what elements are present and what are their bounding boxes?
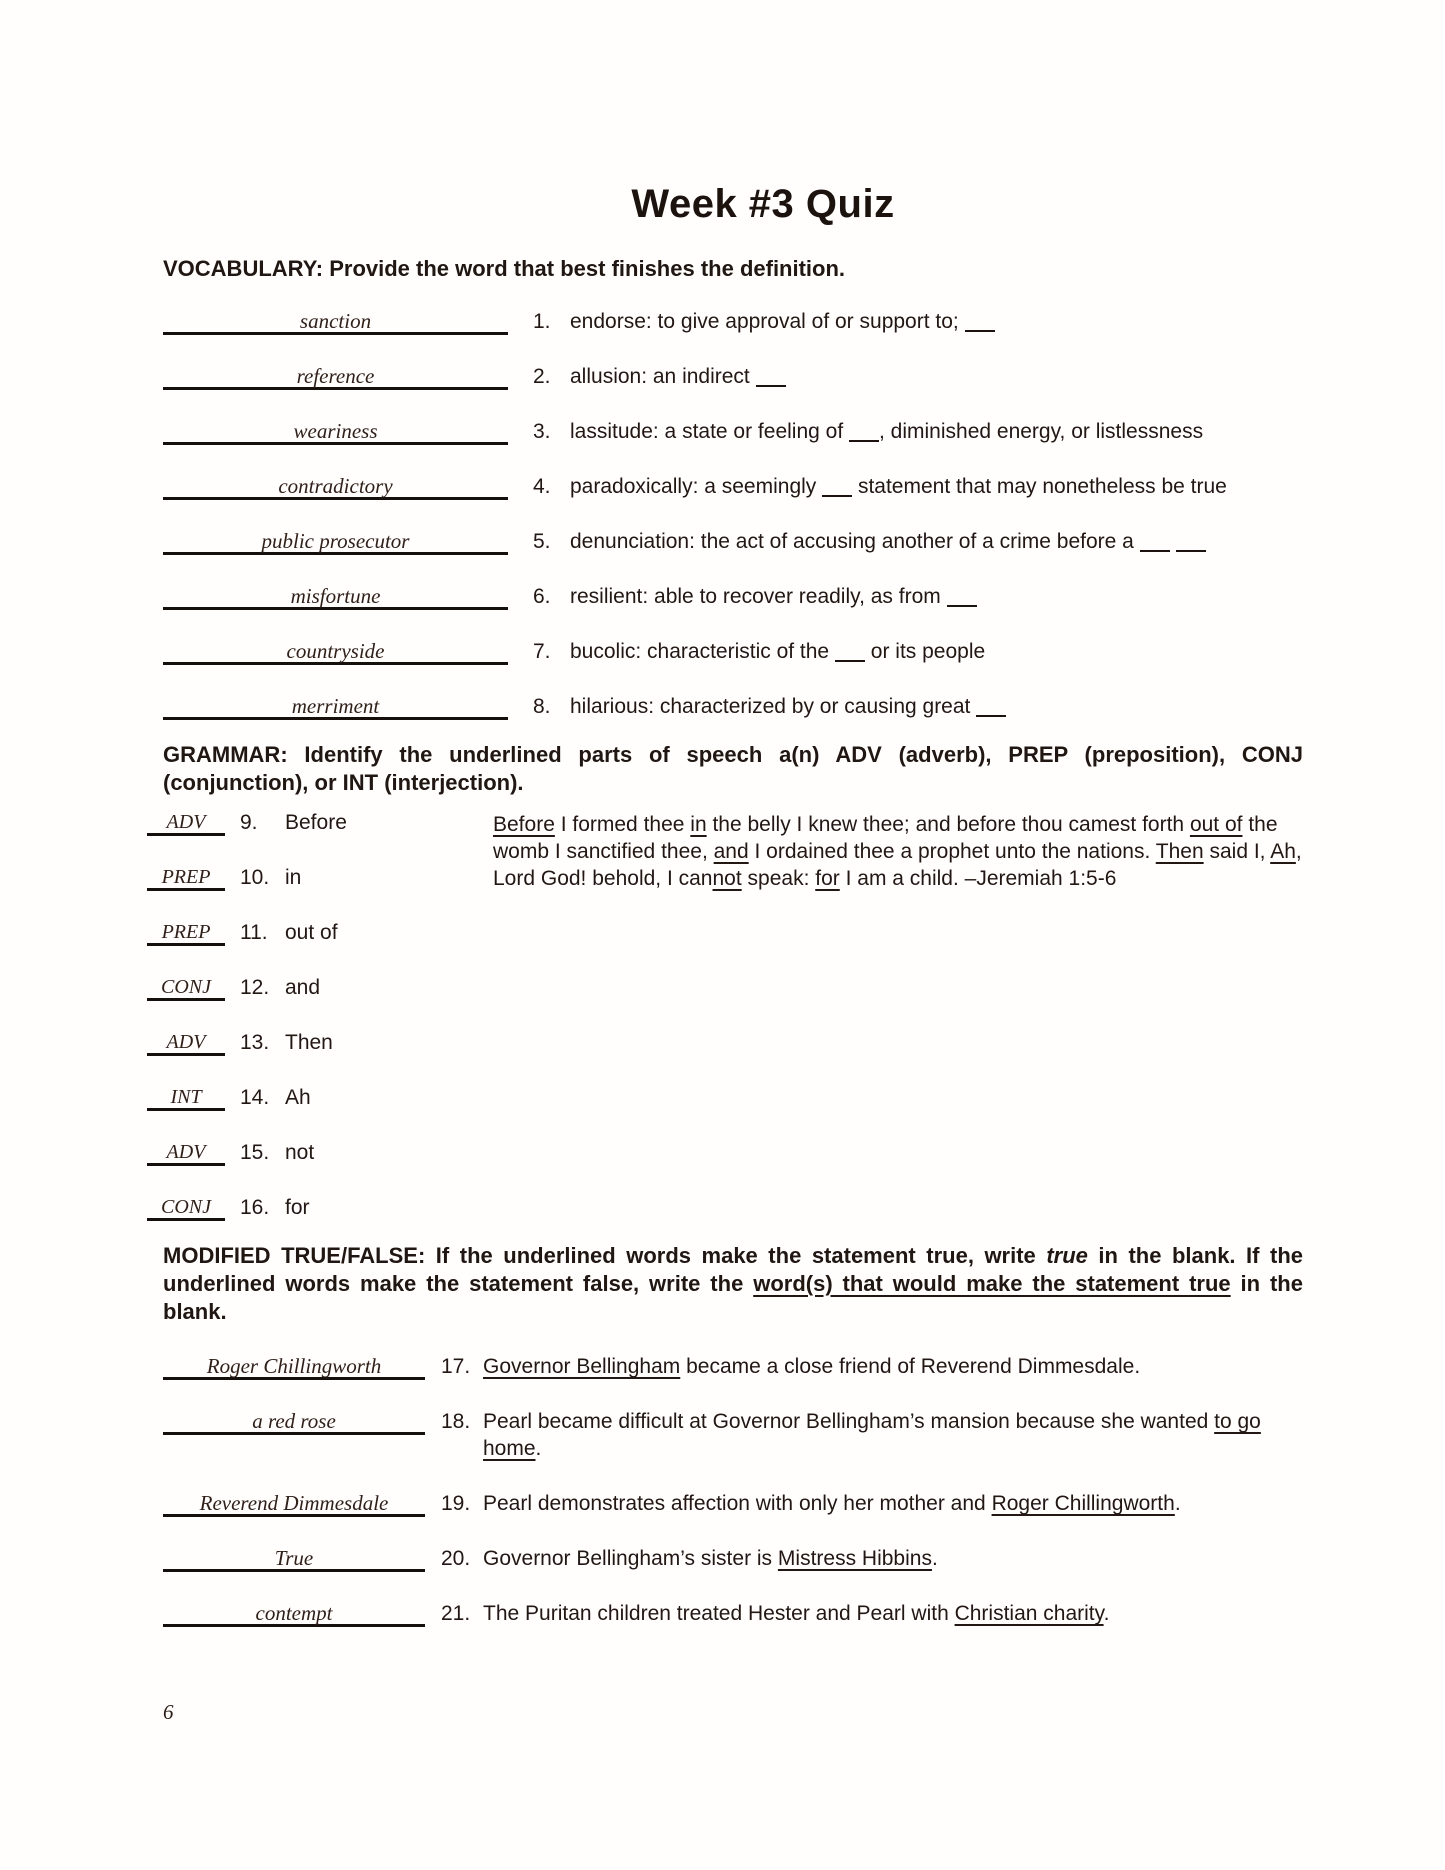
answer-text: CONJ: [161, 976, 211, 998]
definition-text: [570, 356, 1363, 390]
text-run: paradoxically: a seemingly: [570, 475, 823, 498]
vocabulary-section: [163, 255, 1363, 720]
target-word: and: [285, 976, 321, 999]
inline-answer-blank[interactable]: [1140, 538, 1170, 552]
answer-blank[interactable]: [147, 802, 225, 836]
target-word: Ah: [285, 1086, 311, 1109]
answer-blank[interactable]: [163, 631, 508, 665]
target-word: Then: [285, 1031, 333, 1054]
scripture-passage: [493, 811, 1333, 892]
true-false-item-row: [163, 1401, 1363, 1462]
underlined-text: in: [690, 813, 707, 836]
grammar-heading: GRAMMAR: Identify the underlined parts of speech a(n) ADV (adverb), PREP (preposition), CONJ (conjunction), or INT (interjection).: [163, 742, 1303, 795]
inline-answer-blank[interactable]: [965, 318, 995, 332]
underlined-text: Governor Bellingham: [483, 1355, 681, 1378]
inline-answer-blank[interactable]: [835, 648, 865, 662]
text-run: I ordained thee a prophet unto the nations.: [748, 840, 1156, 863]
text-run: true: [1046, 1243, 1088, 1268]
answer-blank[interactable]: [147, 1132, 225, 1166]
vocab-item-row: [163, 466, 1363, 500]
inline-answer-blank[interactable]: [976, 703, 1006, 717]
answer-text: contradictory: [278, 474, 393, 498]
page-number: 6: [163, 1700, 174, 1724]
answer-blank[interactable]: [163, 1483, 425, 1517]
item-number: 20.: [441, 1547, 471, 1570]
definition-text: [570, 631, 1363, 665]
text-run: lassitude: a state or feeling of: [570, 420, 849, 443]
target-word: out of: [285, 921, 338, 944]
item-number: 16.: [240, 1196, 270, 1219]
grammar-body: [163, 802, 1363, 1221]
grammar-item-row: [147, 1022, 1363, 1056]
true-false-item-row: [163, 1346, 1363, 1380]
grammar-item-row: [147, 912, 1363, 946]
text-run: The Puritan children treated Hester and Pearl with: [483, 1602, 955, 1625]
text-run: denunciation: the act of accusing another of a crime before a: [570, 530, 1140, 553]
definition-text: [570, 686, 1363, 720]
target-word: in: [285, 866, 302, 889]
text-run: in the blank. If the underlined words make the statement false, write the: [163, 1243, 1303, 1296]
answer-blank[interactable]: [147, 912, 225, 946]
answer-text: reference: [296, 364, 375, 388]
text-run: .: [535, 1437, 542, 1460]
answer-blank[interactable]: [147, 967, 225, 1001]
item-number: 9.: [240, 811, 258, 834]
statement-text: [483, 1538, 1293, 1572]
definition-text: [570, 576, 1363, 610]
target-word: not: [285, 1141, 315, 1164]
answer-blank[interactable]: [163, 1346, 425, 1380]
inline-answer-blank[interactable]: [1176, 538, 1206, 552]
vocabulary-heading: VOCABULARY: Provide the word that best finishes the definition.: [163, 256, 846, 281]
grammar-section: [163, 741, 1363, 1221]
text-run: MODIFIED TRUE/FALSE: If the underlined words make the statement true, write: [163, 1243, 1047, 1268]
answer-text: ADV: [166, 1031, 206, 1053]
statement-text: [483, 1593, 1293, 1627]
answer-blank[interactable]: [163, 466, 508, 500]
vocab-item-row: [163, 521, 1363, 555]
definition-text: [570, 411, 1363, 445]
answer-text: misfortune: [290, 584, 381, 608]
text-run: or its people: [864, 640, 986, 663]
answer-blank[interactable]: [163, 686, 508, 720]
text-run: .: [931, 1547, 938, 1570]
text-run: became a close friend of Reverend Dimmesdale.: [680, 1355, 1141, 1378]
underlined-text: Ah: [1270, 840, 1296, 863]
text-run: , Lord God! behold, I can: [493, 840, 1302, 890]
answer-blank[interactable]: [147, 1077, 225, 1111]
item-number: 8.: [533, 695, 551, 718]
answer-text: weariness: [293, 419, 378, 443]
item-number: 11.: [240, 921, 268, 944]
answer-text: PREP: [161, 921, 211, 943]
item-number: 18.: [441, 1410, 471, 1433]
text-run: .: [1103, 1602, 1110, 1625]
answer-text: sanction: [299, 309, 372, 333]
vocab-item-row: [163, 686, 1363, 720]
item-number: 17.: [441, 1355, 471, 1378]
answer-text: True: [274, 1546, 314, 1570]
item-number: 12.: [240, 976, 270, 999]
grammar-item-row: [147, 1187, 1363, 1221]
item-number: 13.: [240, 1031, 270, 1054]
inline-answer-blank[interactable]: [756, 373, 786, 387]
grammar-item-row: [147, 1077, 1363, 1111]
answer-text: a red rose: [252, 1409, 336, 1433]
text-run: hilarious: characterized by or causing great: [570, 695, 977, 718]
answer-text: PREP: [161, 866, 211, 888]
true-false-item-row: [163, 1593, 1363, 1627]
text-run: .: [1174, 1492, 1181, 1515]
item-number: 6.: [533, 585, 551, 608]
answer-text: Roger Chillingworth: [206, 1354, 382, 1378]
underlined-text: for: [815, 867, 840, 890]
text-run: speak:: [741, 867, 816, 890]
answer-text: public prosecutor: [261, 529, 410, 553]
answer-blank[interactable]: [147, 1022, 225, 1056]
statement-text: [483, 1401, 1293, 1462]
page-title: Week #3 Quiz: [631, 182, 895, 226]
text-run: bucolic: characteristic of the: [570, 640, 835, 663]
text-run: statement that may nonetheless be true: [852, 475, 1227, 498]
underlined-text: Then: [1155, 840, 1204, 863]
vocab-item-row: [163, 411, 1363, 445]
text-run: the womb I sanctified thee,: [493, 813, 1278, 863]
answer-blank[interactable]: [163, 576, 508, 610]
item-number: 19.: [441, 1492, 471, 1515]
item-number: 21.: [441, 1602, 471, 1625]
definition-text: [570, 301, 1363, 335]
answer-blank[interactable]: [147, 1187, 225, 1221]
answer-blank[interactable]: [163, 1401, 425, 1435]
answer-text: merriment: [291, 694, 380, 718]
underlined-text: Christian charity: [954, 1602, 1104, 1625]
vocab-item-row: [163, 576, 1363, 610]
answer-blank[interactable]: [147, 857, 225, 891]
answer-blank[interactable]: [163, 411, 508, 445]
item-number: 5.: [533, 530, 551, 553]
inline-answer-blank[interactable]: [849, 428, 879, 442]
true-false-section: [163, 1242, 1363, 1627]
answer-blank[interactable]: [163, 1538, 425, 1572]
inline-answer-blank[interactable]: [822, 483, 852, 497]
statement-text: [483, 1483, 1293, 1517]
underlined-text: Mistress Hibbins: [777, 1547, 932, 1570]
text-run: I am a child. –Jeremiah 1:5-6: [839, 867, 1117, 890]
underlined-text: Before: [493, 813, 555, 836]
item-number: 15.: [240, 1141, 270, 1164]
item-number: 7.: [533, 640, 551, 663]
statement-text: [483, 1346, 1293, 1380]
underlined-text: Roger Chillingworth: [991, 1492, 1175, 1515]
vocab-item-row: [163, 301, 1363, 335]
answer-text: CONJ: [161, 1196, 211, 1218]
answer-text: contempt: [255, 1601, 333, 1625]
answer-blank[interactable]: [163, 301, 508, 335]
target-word: for: [285, 1196, 310, 1219]
text-run: allusion: an indirect: [570, 365, 756, 388]
target-word: Before: [285, 811, 347, 834]
vocab-item-row: [163, 356, 1363, 390]
text-run: Pearl demonstrates affection with only her mother and: [483, 1492, 992, 1515]
vocabulary-list: [163, 301, 1363, 720]
item-number: 3.: [533, 420, 551, 443]
text-run: , diminished energy, or listlessness: [879, 420, 1204, 443]
item-number: 14.: [240, 1086, 270, 1109]
true-false-heading: [163, 1242, 1303, 1326]
underlined-text: out of: [1189, 813, 1243, 836]
text-run: in the blank.: [163, 1271, 1303, 1324]
underlined-text: to go home: [483, 1410, 1261, 1460]
definition-text: [570, 466, 1363, 500]
text-run: Pearl became difficult at Governor Bellingham’s mansion because she wanted: [483, 1410, 1215, 1433]
underlined-text: not: [712, 867, 742, 890]
true-false-item-row: [163, 1483, 1363, 1517]
text-run: I formed thee: [554, 813, 691, 836]
inline-answer-blank[interactable]: [947, 593, 977, 607]
underlined-text: and: [713, 840, 749, 863]
answer-blank[interactable]: [163, 1593, 425, 1627]
item-number: 1.: [533, 310, 551, 333]
quiz-page: [163, 182, 1363, 1725]
answer-text: Reverend Dimmesdale: [199, 1491, 389, 1515]
grammar-item-row: [147, 1132, 1363, 1166]
answer-blank[interactable]: [163, 356, 508, 390]
answer-blank[interactable]: [163, 521, 508, 555]
answer-text: countryside: [286, 639, 385, 663]
underlined-text: word(s) that would make the statement true: [753, 1271, 1231, 1296]
text-run: endorse: to give approval of or support to;: [570, 310, 965, 333]
true-false-list: [163, 1346, 1363, 1627]
true-false-item-row: [163, 1538, 1363, 1572]
answer-text: INT: [170, 1086, 202, 1108]
text-run: resilient: able to recover readily, as from: [570, 585, 947, 608]
answer-text: ADV: [166, 811, 206, 833]
vocab-item-row: [163, 631, 1363, 665]
answer-text: ADV: [166, 1141, 206, 1163]
text-run: the belly I knew thee; and before thou camest forth: [706, 813, 1190, 836]
text-run: said I,: [1203, 840, 1271, 863]
grammar-item-row: [147, 967, 1363, 1001]
item-number: 10.: [240, 866, 270, 889]
text-run: Governor Bellingham’s sister is: [483, 1547, 778, 1570]
item-number: 4.: [533, 475, 551, 498]
definition-text: [570, 521, 1363, 555]
item-number: 2.: [533, 365, 551, 388]
